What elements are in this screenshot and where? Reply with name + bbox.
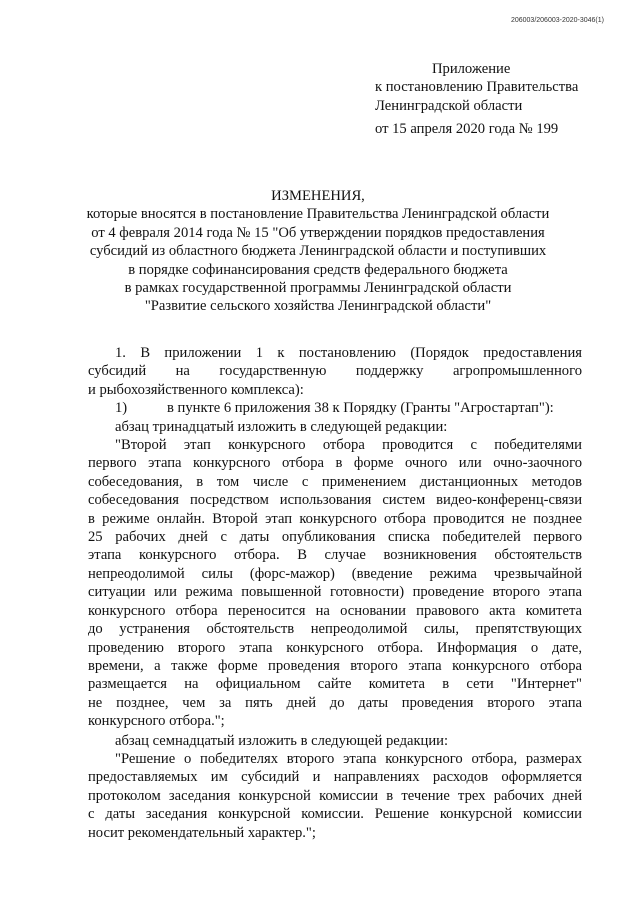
paragraph-line: субсидий на государственную поддержку агропромышленного bbox=[88, 363, 582, 380]
quote-line: "Второй этап конкурсного отбора проводится с победителями bbox=[115, 437, 582, 454]
quote-line: времени, а также форме проведения второго этапа конкурсного отбора bbox=[88, 657, 582, 674]
quote-line: размещается на официальном сайте комитета в сети "Интернет" bbox=[88, 676, 582, 693]
appendix-line: Ленинградской области bbox=[375, 97, 523, 114]
appendix-title: Приложение bbox=[432, 61, 511, 77]
paragraph-line: абзац тринадцатый изложить в следующей редакции: bbox=[115, 418, 448, 435]
document-reference-number: 206003/206003-2020-3046(1) bbox=[510, 17, 604, 24]
quote-line: собеседования, в том числе с применением дистанционных методов bbox=[88, 473, 582, 490]
quote-line: предоставляемых им субсидий и направлениях расходов оформляется bbox=[88, 769, 582, 786]
paragraph-line: 1. В приложении 1 к постановлению (Порядок предоставления bbox=[115, 345, 582, 361]
heading-line: которые вносятся в постановление Правительства Ленинградской области bbox=[86, 206, 550, 223]
quote-line: этапа конкурсного отбора. В случае возникновения обстоятельств bbox=[88, 547, 582, 564]
heading-line: субсидий из областного бюджета Ленинградской области и поступивших bbox=[89, 243, 547, 260]
quote-line: конкурсного отбора переносится на основании правового акта комитета bbox=[88, 602, 582, 619]
quote-line: собеседования посредством использования систем видео-конференц-связи bbox=[88, 492, 582, 509]
quote-line: носит рекомендательный характер."; bbox=[88, 824, 316, 841]
quote-line: конкурсного отбора."; bbox=[88, 713, 225, 730]
quote-line: ситуации или режима повышенной готовности) проведение второго этапа bbox=[88, 584, 582, 601]
list-item-text: в пункте 6 приложения 38 к Порядку (Гранты "Агростартап"): bbox=[167, 400, 554, 417]
quote-line: первого этапа конкурсного отбора в форме очного или очно-заочного bbox=[88, 455, 582, 472]
appendix-date: от 15 апреля 2020 года № 199 bbox=[375, 121, 559, 138]
paragraph-line: и рыбохозяйственного комплекса): bbox=[88, 381, 304, 398]
heading-line: в порядке софинансирования средств федерального бюджета bbox=[128, 261, 508, 278]
quote-line: до устранения обстоятельств непреодолимой силы, препятствующих bbox=[88, 621, 582, 638]
heading-line: "Развитие сельского хозяйства Ленинградской области" bbox=[144, 298, 492, 315]
quote-line: не позднее, чем за пять дней до даты проведения второго этапа bbox=[88, 694, 582, 711]
quote-line: проведению второго этапа конкурсного отбора. Информация о дате, bbox=[88, 639, 582, 656]
quote-line: "Решение о победителях второго этапа конкурсного отбора, размерах bbox=[115, 750, 582, 767]
quote-line: 25 рабочих дней с даты опубликования списка победителей первого bbox=[88, 529, 582, 546]
quote-line: с даты заседания конкурсной комиссии. Решение конкурсной комиссии bbox=[88, 806, 582, 823]
heading-title: ИЗМЕНЕНИЯ, bbox=[271, 188, 365, 204]
quote-line: в режиме онлайн. Второй этап конкурсного отбора проводится не позднее bbox=[88, 510, 582, 527]
document-heading bbox=[62, 187, 574, 316]
heading-line: от 4 февраля 2014 года № 15 "Об утверждении порядков предоставления bbox=[91, 224, 545, 241]
quote-line: непреодолимой силы (форс-мажор) (введение режима чрезвычайной bbox=[88, 565, 582, 582]
quote-line: протоколом заседания конкурсной комиссии в течение трех рабочих дней bbox=[88, 787, 582, 804]
appendix-header bbox=[375, 60, 625, 139]
list-item-number: 1) bbox=[115, 400, 128, 417]
paragraph-line: абзац семнадцатый изложить в следующей редакции: bbox=[115, 732, 449, 749]
heading-line: в рамках государственной программы Ленинградской области bbox=[124, 280, 512, 297]
document-body bbox=[88, 344, 582, 842]
list-item bbox=[88, 399, 582, 417]
appendix-line: к постановлению Правительства bbox=[375, 79, 579, 96]
